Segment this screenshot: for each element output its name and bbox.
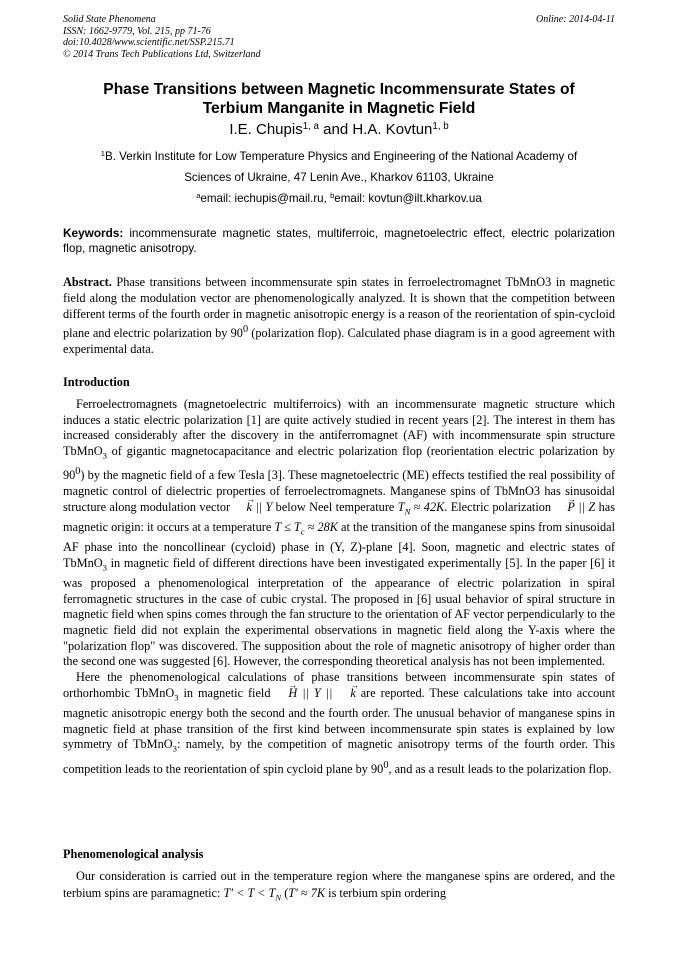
author-2: H.A. Kovtun <box>352 121 433 138</box>
section-heading-introduction: Introduction <box>63 375 130 389</box>
introduction-body <box>63 397 615 777</box>
keywords-label: Keywords: <box>63 226 124 240</box>
author-1: I.E. Chupis <box>229 121 303 138</box>
math-tb-ordering: T′ ≈ 7K <box>288 886 326 900</box>
abstract: Abstract. Phase transitions between incommensurate spin states in ferroelectromagnet TbMnO3 in magnetic field along the modulation vector are phenomenologically analyzed. It is shown that the competition between different terms of the fourth order in magnetic anisotropic energy is a reason of the reorientation of spin-cycloid plane and electric polarization by $90^0$ (polarization flop). Calculated phase diagram is in a good agreement with experimental data. <box>63 275 615 357</box>
online-date: Online: 2014-04-11 <box>536 14 615 25</box>
doi: doi:10.4028/www.scientific.net/SSP.215.71 <box>63 37 235 48</box>
title-line-1: Phase Transitions between Magnetic Incommensurate States of <box>103 81 575 98</box>
journal-info <box>63 14 383 60</box>
math-temp-range: $T' < T < T_N$ <box>223 886 282 903</box>
section-heading-phenomenological: Phenomenological analysis <box>63 847 204 861</box>
email-b: email: kovtun@ilt.kharkov.ua <box>334 192 482 205</box>
affiliation-line-1: $^1$B. Verkin Institute for Low Temperature Physics and Engineering of the National Academy of <box>100 149 578 163</box>
author-2-affil: 1, b <box>432 121 449 133</box>
journal-name: Solid State Phenomena <box>63 14 156 25</box>
affil-marker: 1 <box>100 149 105 159</box>
issn: ISSN: 1662-9779, Vol. 215, pp 71-76 <box>63 25 211 37</box>
math-neel-temp: $T_N \approx 42K$ <box>397 499 445 517</box>
intro-paragraph-1: Ferroelectromagnets (magnetoelectric multiferroics) with an incommensurate magnetic structure which induces a static electric polarization [1] are quite actively studied in recent years [2]. The interest in them has increased considerably after the discovery in the antiferromagnet (AF) with incommensurate spin structure TbMnO$_3$ of gigantic magnetocapacitance and electric polarization flop (reorientation electric polarization by $90^0$) by the magnetic field of a few Tesla [3]. These magnetoelectric (ME) effects testified the real possibility of magnetic control of dielectric properties of ferroelectromagnets. Manganese spins of TbMnO3 has sinusoidal structure along modulation vector → k || Y below Neel temperature $T_N \approx 42K$. Electric polarization → P || Z has magnetic origin: it occurs at a temperature $T \le T_c \approx 28K$ at the transition of the manganese spins from sinusoidal AF phase into the noncollinear (cycloid) phase in (Y, Z)-plane [4]. Soon, magnetic and electric states of TbMnO$_3$ in magnetic field of different directions have been investigated experimentally [5]. In the paper [6] it was proposed a phenomenological interpretation of the appearance of electric polarization in spiral ferromagnetic structures in the case of cubic crystal. The proposed in [6] usual behavior of spiral structure in magnetic field when spins comes through the fan structure to the orientation of AF vector perpendicularly to the magnetic field did not explain the experimental observations in magnetic field along the Y-axis where the "polarization flop" was discovered. The supposition about the role of magnetic anisotropy of higher order than the second one was suggested [6]. However, the corresponding theoretical analysis has not been implemented. <box>63 397 615 670</box>
abstract-label: Abstract. <box>63 275 112 289</box>
math-tc: $T \le T_c \approx 28K$ <box>274 519 338 537</box>
affiliation <box>63 146 615 209</box>
author-1-affil: 1, a <box>302 121 319 133</box>
title-line-2: Terbium Manganite in Magnetic Field <box>202 100 476 117</box>
phenomenological-body <box>63 868 615 906</box>
math-k-par-y: → k || Y <box>234 500 273 514</box>
paper-title <box>63 80 615 118</box>
intro-paragraph-2: Here the phenomenological calculations of phase transitions between incommensurate spin states of orthorhombic TbMnO$_3$ in magnetic field → H || Y || → k are reported. These calculations take into account magnetic anisotropic energy both the second and the fourth order. The unusual behavior of manganese spins in magnetic field at phase transition of the first kind between incommensurate spin states is explained by low symmetry of TbMnO$_3$: namely, by the competition of magnetic anisotropy terms of the fourth order. This competition leads to the reorientation of spin cycloid plane by $90^0$, and as a result leads to the polarization flop. <box>63 670 615 777</box>
authors <box>63 120 615 140</box>
phen-paragraph-1: Our consideration is carried out in the temperature region where the manganese spins are ordered, and the terbium spins are paramagnetic: $T' < T < T_N$ (T′ ≈ 7K is terbium spin ordering <box>63 869 615 903</box>
math-p-par-z: → P || Z <box>554 500 595 514</box>
copyright: © 2014 Trans Tech Publications Ltd, Switzerland <box>63 48 261 60</box>
math-h-par-y-par-k: → H || Y || → k <box>275 686 355 700</box>
affiliation-line-2: Sciences of Ukraine, 47 Lenin Ave., Kharkov 61103, Ukraine <box>184 171 494 184</box>
email-a: email: iechupis@mail.ru, <box>200 192 331 205</box>
emails: $^a$email: iechupis@mail.ru, $^b$email: kovtun@ilt.kharkov.ua <box>196 191 482 205</box>
keywords-text: incommensurate magnetic states, multiferroic, magnetoelectric effect, electric polarization flop, magnetic anisotropy. <box>63 226 615 255</box>
keywords <box>63 226 615 255</box>
authors-and: and <box>318 121 353 138</box>
